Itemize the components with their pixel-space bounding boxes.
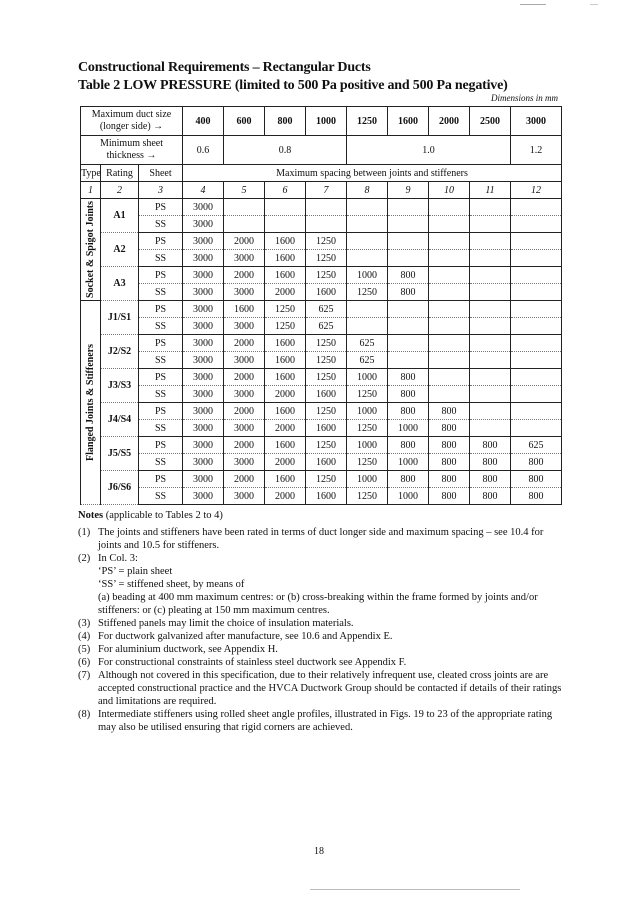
spacing-cell: 1600 <box>265 250 306 267</box>
spacing-cell: 3000 <box>183 284 224 301</box>
spacing-cell <box>511 352 562 369</box>
spacing-cell: 2000 <box>265 488 306 505</box>
spacing-cell <box>429 250 470 267</box>
sheet-cell: SS <box>139 488 183 505</box>
spacing-cell: 1600 <box>265 267 306 284</box>
spacing-cell <box>470 199 511 216</box>
spacing-cell: 1000 <box>347 437 388 454</box>
spacing-cell: 3000 <box>183 454 224 471</box>
spacing-cell: 1000 <box>347 267 388 284</box>
spacing-cell <box>429 233 470 250</box>
spacing-cell: 1000 <box>347 369 388 386</box>
column-number-cell: 9 <box>388 182 429 199</box>
spacing-cell: 3000 <box>183 352 224 369</box>
spacing-cell <box>347 318 388 335</box>
spacing-cell: 3000 <box>224 454 265 471</box>
spacing-cell: 1250 <box>306 267 347 284</box>
spacing-cell: 1000 <box>388 488 429 505</box>
notes-title-rest: (applicable to Tables 2 to 4) <box>103 510 223 521</box>
spacing-cell <box>388 335 429 352</box>
spacing-cell: 1250 <box>347 386 388 403</box>
thickness-cell: 1.2 <box>511 136 562 165</box>
spacing-cell: 1000 <box>388 420 429 437</box>
spacing-cell: 3000 <box>224 420 265 437</box>
spacing-cell <box>224 216 265 233</box>
spacing-cell: 1600 <box>265 369 306 386</box>
spacing-cell: 3000 <box>183 420 224 437</box>
spacing-cell: 3000 <box>224 318 265 335</box>
table-row <box>81 352 562 369</box>
spacing-cell: 3000 <box>224 488 265 505</box>
spacing-cell: 3000 <box>183 437 224 454</box>
spacing-cell: 800 <box>470 471 511 488</box>
spacing-cell: 800 <box>470 437 511 454</box>
spacing-cell: 3000 <box>183 250 224 267</box>
spacing-cell <box>306 199 347 216</box>
group-label-text: Socket & Spigot Joints <box>85 201 96 298</box>
sheet-cell: SS <box>139 386 183 403</box>
spacing-cell <box>429 199 470 216</box>
spacing-cell: 800 <box>429 403 470 420</box>
spacing-cell: 3000 <box>183 216 224 233</box>
duct-size-cell: 2500 <box>470 107 511 136</box>
sheet-cell: PS <box>139 471 183 488</box>
note-item <box>78 708 563 734</box>
scan-mark <box>520 4 546 5</box>
spacing-cell: 1250 <box>347 284 388 301</box>
spacing-cell <box>470 284 511 301</box>
spacing-cell <box>388 233 429 250</box>
spacing-cell <box>429 386 470 403</box>
notes-title-bold: Notes <box>78 510 104 521</box>
spacing-cell: 2000 <box>265 454 306 471</box>
spacing-cell: 3000 <box>183 386 224 403</box>
note-line: For aluminium ductwork, see Appendix H. <box>98 644 278 655</box>
note-number: (6) <box>78 657 91 668</box>
spacing-cell <box>306 216 347 233</box>
table-row <box>81 284 562 301</box>
spacing-cell <box>224 199 265 216</box>
notes-title <box>78 509 563 522</box>
spacing-cell: 1250 <box>306 369 347 386</box>
spacing-cell: 800 <box>511 471 562 488</box>
note-item <box>78 617 563 630</box>
table-row <box>81 403 562 420</box>
spacing-cell: 1600 <box>265 335 306 352</box>
spacing-cell: 1600 <box>265 403 306 420</box>
rating-cell: A2 <box>101 233 139 267</box>
spacing-cell: 2000 <box>224 403 265 420</box>
spacing-cell: 1250 <box>347 488 388 505</box>
duct-size-cell: 1600 <box>388 107 429 136</box>
note-line: Intermediate stiffeners using rolled sheet angle profiles, illustrated in Figs. 19 to 23 of the appropriate rating may also be utilised ensuring that rigid corners are achieved. <box>98 709 553 733</box>
sheet-cell: SS <box>139 216 183 233</box>
spacing-cell: 1250 <box>347 420 388 437</box>
spacing-cell: 1600 <box>306 386 347 403</box>
duct-size-cell: 400 <box>183 107 224 136</box>
spacing-cell: 3000 <box>183 335 224 352</box>
spacing-cell <box>511 403 562 420</box>
note-item <box>78 630 563 643</box>
spacing-cell: 800 <box>511 454 562 471</box>
spacing-cell: 1250 <box>265 301 306 318</box>
spacing-cell: 1250 <box>306 403 347 420</box>
spacing-cell <box>511 250 562 267</box>
spacing-cell: 800 <box>470 488 511 505</box>
spacing-cell <box>511 216 562 233</box>
page-heading <box>78 59 578 95</box>
spacing-cell <box>511 284 562 301</box>
spacing-cell: 1600 <box>306 284 347 301</box>
spacing-cell <box>429 301 470 318</box>
spacing-cell <box>470 250 511 267</box>
notes-section <box>78 509 563 734</box>
note-text <box>98 526 563 552</box>
heading-line-1: Constructional Requirements – Rectangular Ducts <box>78 60 371 75</box>
spacing-cell: 1250 <box>306 352 347 369</box>
note-text <box>98 669 563 708</box>
spacing-cell <box>347 216 388 233</box>
spacing-header: Maximum spacing between joints and stiffeners <box>183 165 562 182</box>
note-line: ‘SS’ = stiffened sheet, by means of <box>98 579 245 590</box>
spacing-cell: 3000 <box>183 403 224 420</box>
spacing-cell <box>470 369 511 386</box>
note-text <box>98 630 563 643</box>
spacing-cell: 1600 <box>224 301 265 318</box>
spacing-cell <box>429 352 470 369</box>
rating-header: Rating <box>101 165 139 182</box>
spacing-cell: 625 <box>347 352 388 369</box>
sheet-cell: PS <box>139 233 183 250</box>
group-label-flanged <box>81 301 101 505</box>
column-number-cell: 1 <box>81 182 101 199</box>
spacing-cell: 3000 <box>224 284 265 301</box>
spacing-cell: 1000 <box>347 403 388 420</box>
sheet-cell: PS <box>139 335 183 352</box>
note-number: (7) <box>78 670 91 681</box>
spacing-cell: 625 <box>511 437 562 454</box>
spacing-cell: 800 <box>388 267 429 284</box>
note-line: Although not covered in this specification, due to their relatively infrequent use, cleated cross joints are are accepted constructional practice and the HVCA Ductwork Group should be contacted if details of their ratings and limitations are required. <box>98 670 562 707</box>
rating-cell: J3/S3 <box>101 369 139 403</box>
spacing-cell <box>347 301 388 318</box>
note-item <box>78 643 563 656</box>
max-duct-size-label: Maximum duct size (longer side) → <box>81 107 183 136</box>
scan-mark <box>590 4 598 5</box>
spacing-cell <box>429 216 470 233</box>
spacing-cell: 800 <box>388 369 429 386</box>
table-row <box>81 250 562 267</box>
duct-size-cell: 800 <box>265 107 306 136</box>
spacing-cell: 3000 <box>183 471 224 488</box>
spacing-cell <box>429 318 470 335</box>
spacing-cell: 1600 <box>265 233 306 250</box>
rating-cell: J2/S2 <box>101 335 139 369</box>
spacing-cell <box>429 267 470 284</box>
note-line: For ductwork galvanized after manufacture, see 10.6 and Appendix E. <box>98 631 393 642</box>
spacing-cell: 1250 <box>306 471 347 488</box>
rating-cell: J5/S5 <box>101 437 139 471</box>
spacing-cell: 1600 <box>265 437 306 454</box>
rating-cell: J4/S4 <box>101 403 139 437</box>
column-number-cell: 3 <box>139 182 183 199</box>
spacing-cell: 2000 <box>265 284 306 301</box>
duct-size-cell: 3000 <box>511 107 562 136</box>
note-number: (5) <box>78 644 91 655</box>
spacing-cell <box>470 233 511 250</box>
spacing-cell: 2000 <box>265 420 306 437</box>
column-number-cell: 8 <box>347 182 388 199</box>
column-number-cell: 4 <box>183 182 224 199</box>
spacing-cell <box>347 233 388 250</box>
spacing-cell: 2000 <box>224 471 265 488</box>
notes-list <box>78 526 563 734</box>
sheet-header: Sheet <box>139 165 183 182</box>
sheet-cell: PS <box>139 437 183 454</box>
rating-cell: J6/S6 <box>101 471 139 505</box>
sheet-cell: SS <box>139 284 183 301</box>
spacing-cell <box>347 199 388 216</box>
spacing-cell <box>511 369 562 386</box>
sheet-cell: SS <box>139 250 183 267</box>
sheet-cell: PS <box>139 301 183 318</box>
note-line: ‘PS’ = plain sheet <box>98 566 173 577</box>
min-sheet-thickness-label: Minimum sheet thickness → <box>81 136 183 165</box>
group-label-text: Flanged Joints & Stiffeners <box>85 344 96 461</box>
rating-cell: A3 <box>101 267 139 301</box>
group-label-socket-spigot <box>81 199 101 301</box>
spacing-cell <box>511 267 562 284</box>
spacing-cell: 800 <box>388 471 429 488</box>
table-row <box>81 318 562 335</box>
note-number: (1) <box>78 527 91 538</box>
page-number: 18 <box>314 846 324 857</box>
heading-line-2: Table 2 LOW PRESSURE (limited to 500 Pa positive and 500 Pa negative) <box>78 78 508 93</box>
spacing-cell <box>388 250 429 267</box>
spacing-cell <box>470 267 511 284</box>
table-row <box>81 488 562 505</box>
note-number: (2) <box>78 553 91 564</box>
spacing-cell: 1250 <box>306 335 347 352</box>
sheet-cell: SS <box>139 352 183 369</box>
spacing-cell: 1250 <box>306 233 347 250</box>
note-text <box>98 656 563 669</box>
rating-cell: J1/S1 <box>101 301 139 335</box>
spacing-cell: 3000 <box>224 250 265 267</box>
note-text <box>98 643 563 656</box>
dimensions-note: Dimensions in mm <box>491 93 558 103</box>
column-number-cell: 7 <box>306 182 347 199</box>
spacing-cell <box>470 216 511 233</box>
spacing-cell <box>511 386 562 403</box>
spacing-cell <box>470 301 511 318</box>
spacing-cell <box>511 233 562 250</box>
sheet-cell: PS <box>139 369 183 386</box>
spacing-cell: 1250 <box>306 250 347 267</box>
spacing-cell: 1250 <box>306 437 347 454</box>
sheet-cell: PS <box>139 267 183 284</box>
spacing-table <box>80 106 562 505</box>
column-number-cell: 2 <box>101 182 139 199</box>
spacing-cell <box>470 318 511 335</box>
spacing-cell: 3000 <box>224 352 265 369</box>
spacing-cell: 1250 <box>347 454 388 471</box>
note-item <box>78 552 563 617</box>
spacing-cell: 800 <box>511 488 562 505</box>
duct-size-cell: 1250 <box>347 107 388 136</box>
spacing-cell <box>470 403 511 420</box>
note-number: (8) <box>78 709 91 720</box>
spacing-cell: 625 <box>306 318 347 335</box>
spacing-cell: 800 <box>388 403 429 420</box>
sheet-cell: PS <box>139 199 183 216</box>
sheet-cell: PS <box>139 403 183 420</box>
note-item <box>78 669 563 708</box>
spacing-cell <box>265 216 306 233</box>
spacing-cell: 800 <box>429 437 470 454</box>
spacing-cell: 2000 <box>224 233 265 250</box>
table-row <box>81 335 562 352</box>
spacing-cell: 3000 <box>183 318 224 335</box>
note-number: (3) <box>78 618 91 629</box>
min-sheet-thickness-row <box>81 136 562 165</box>
spacing-cell: 3000 <box>183 488 224 505</box>
spacing-cell: 3000 <box>224 386 265 403</box>
table-row <box>81 386 562 403</box>
spacing-cell: 2000 <box>224 267 265 284</box>
column-number-cell: 11 <box>470 182 511 199</box>
spacing-cell <box>388 352 429 369</box>
spacing-cell: 3000 <box>183 233 224 250</box>
table-row <box>81 233 562 250</box>
spacing-cell: 800 <box>429 454 470 471</box>
spacing-cell: 2000 <box>224 437 265 454</box>
spacing-cell <box>388 318 429 335</box>
spacing-cell: 800 <box>429 471 470 488</box>
duct-size-cell: 600 <box>224 107 265 136</box>
spacing-cell <box>470 386 511 403</box>
type-header: Type <box>81 165 101 182</box>
spacing-cell: 1600 <box>306 420 347 437</box>
spacing-cell: 625 <box>347 335 388 352</box>
note-text <box>98 552 563 617</box>
spacing-cell: 800 <box>388 284 429 301</box>
spacing-cell: 3000 <box>183 301 224 318</box>
spacing-cell <box>511 318 562 335</box>
sheet-cell: SS <box>139 454 183 471</box>
max-duct-size-row <box>81 107 562 136</box>
table-row <box>81 420 562 437</box>
note-line: In Col. 3: <box>98 553 138 564</box>
column-number-row <box>81 182 562 199</box>
spacing-cell: 3000 <box>183 369 224 386</box>
spacing-cell: 2000 <box>224 335 265 352</box>
spacing-cell: 800 <box>470 454 511 471</box>
spacing-cell: 3000 <box>183 199 224 216</box>
spacing-cell: 3000 <box>183 267 224 284</box>
spacing-cell: 1000 <box>347 471 388 488</box>
spacing-cell <box>511 335 562 352</box>
spacing-cell: 1600 <box>265 352 306 369</box>
note-text <box>98 708 563 734</box>
spacing-cell: 1600 <box>306 488 347 505</box>
spacing-cell <box>429 369 470 386</box>
spacing-cell: 1250 <box>265 318 306 335</box>
spacing-cell: 2000 <box>265 386 306 403</box>
spacing-cell <box>511 420 562 437</box>
column-number-cell: 12 <box>511 182 562 199</box>
thickness-cell: 1.0 <box>347 136 511 165</box>
table-row <box>81 216 562 233</box>
table-row <box>81 199 562 216</box>
note-line: (a) beading at 400 mm maximum centres: or (b) cross-breaking within the frame formed by joints and/or stiffeners: or (c) pleating at 150 mm maximum centres. <box>98 592 538 616</box>
note-number: (4) <box>78 631 91 642</box>
column-number-cell: 5 <box>224 182 265 199</box>
column-header-row <box>81 165 562 182</box>
spacing-cell <box>470 420 511 437</box>
column-number-cell: 6 <box>265 182 306 199</box>
note-text <box>98 617 563 630</box>
note-line: Stiffened panels may limit the choice of insulation materials. <box>98 618 354 629</box>
note-item <box>78 656 563 669</box>
note-line: For constructional constraints of stainless steel ductwork see Appendix F. <box>98 657 407 668</box>
spacing-cell <box>388 301 429 318</box>
spacing-cell <box>429 335 470 352</box>
table-row <box>81 301 562 318</box>
spacing-cell: 800 <box>429 420 470 437</box>
note-line: The joints and stiffeners have been rated in terms of duct longer side and maximum spacing – see 10.4 for joints and 10.5 for stiffeners. <box>98 527 544 551</box>
table-row <box>81 369 562 386</box>
spacing-cell <box>388 199 429 216</box>
table-row <box>81 471 562 488</box>
column-number-cell: 10 <box>429 182 470 199</box>
thickness-cell: 0.6 <box>183 136 224 165</box>
sheet-cell: SS <box>139 318 183 335</box>
spacing-cell: 800 <box>388 437 429 454</box>
footer-rule <box>310 889 520 890</box>
table-row <box>81 437 562 454</box>
spacing-cell <box>470 335 511 352</box>
spacing-cell <box>470 352 511 369</box>
spacing-cell: 800 <box>429 488 470 505</box>
sheet-cell: SS <box>139 420 183 437</box>
spacing-cell: 625 <box>306 301 347 318</box>
spacing-cell: 1600 <box>306 454 347 471</box>
spacing-cell: 2000 <box>224 369 265 386</box>
note-item <box>78 526 563 552</box>
duct-size-cell: 1000 <box>306 107 347 136</box>
spacing-cell: 800 <box>388 386 429 403</box>
spacing-cell <box>265 199 306 216</box>
spacing-cell <box>429 284 470 301</box>
spacing-cell <box>388 216 429 233</box>
table-row <box>81 454 562 471</box>
thickness-cell: 0.8 <box>224 136 347 165</box>
spacing-cell <box>347 250 388 267</box>
spacing-cell <box>511 301 562 318</box>
duct-size-cell: 2000 <box>429 107 470 136</box>
spacing-cell: 1600 <box>265 471 306 488</box>
table-row <box>81 267 562 284</box>
spacing-cell: 1000 <box>388 454 429 471</box>
spacing-cell <box>511 199 562 216</box>
rating-cell: A1 <box>101 199 139 233</box>
